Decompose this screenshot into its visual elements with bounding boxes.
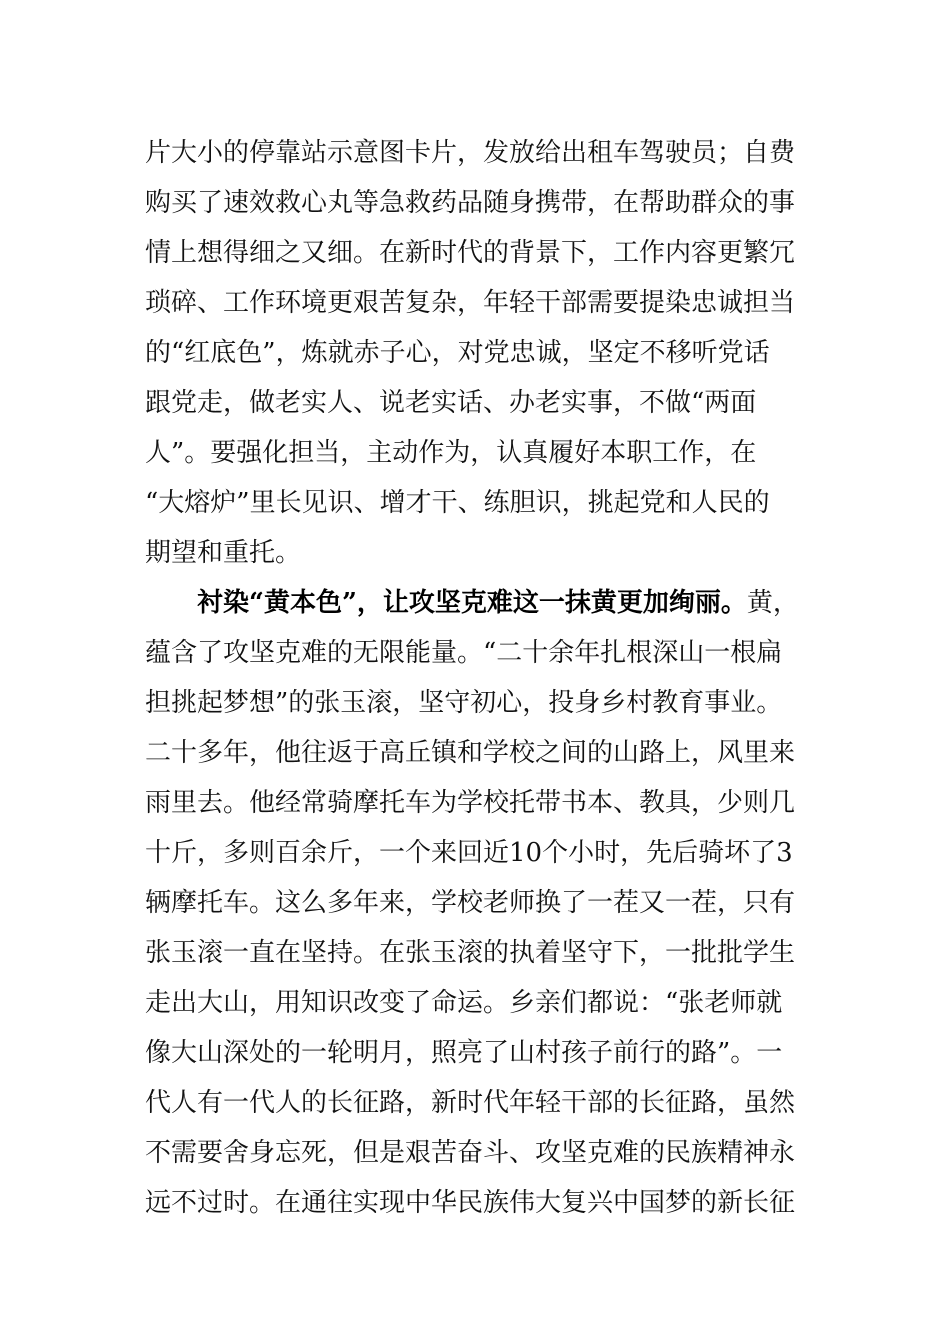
text-line: 不需要舍身忘死，但是艰苦奋斗、攻坚克难的民族精神永 <box>145 1138 796 1168</box>
text-line: 琐碎、工作环境更艰苦复杂，年轻干部需要提染忠诚担当 <box>145 288 796 318</box>
text-fragment: 黄， <box>746 588 799 618</box>
text-line: 雨里去。他经常骑摩托车为学校托带书本、教具，少则几 <box>145 788 796 818</box>
text-line: 人”。要强化担当，主动作为，认真履好本职工作，在 <box>145 438 757 468</box>
text-line: 的“红底色”，炼就赤子心，对党忠诚，坚定不移听党话 <box>145 338 770 368</box>
text-line: 十斤，多则百余斤，一个来回近10个小时，先后骑坏了3 <box>145 838 793 868</box>
text-line: 购买了速效救心丸等急救药品随身携带，在帮助群众的事 <box>145 188 796 218</box>
text-line: 辆摩托车。这么多年来，学校老师换了一茬又一茬，只有 <box>145 888 796 918</box>
text-line: 情上想得细之又细。在新时代的背景下，工作内容更繁冗 <box>145 238 796 268</box>
text-line: 远不过时。在通往实现中华民族伟大复兴中国梦的新长征 <box>145 1188 796 1218</box>
text-line: 代人有一代人的长征路，新时代年轻干部的长征路，虽然 <box>145 1088 796 1118</box>
text-line: “大熔炉”里长见识、增才干、练胆识，挑起党和人民的 <box>145 488 770 518</box>
paragraph-heading: 衬染“黄本色”，让攻坚克难这一抹黄更加绚丽。 <box>197 588 747 618</box>
text-line: 走出大山，用知识改变了命运。乡亲们都说：“张老师就 <box>145 988 783 1018</box>
paragraph-first-line <box>145 578 857 628</box>
text-line: 张玉滚一直在坚持。在张玉滚的执着坚守下，一批批学生 <box>145 938 796 968</box>
text-line: 跟党走，做老实人、说老实话、办老实事，不做“两面 <box>145 388 757 418</box>
text-line: 像大山深处的一轮明月，照亮了山村孩子前行的路”。一 <box>145 1038 783 1068</box>
text-line: 担挑起梦想”的张玉滚，坚守初心，投身乡村教育事业。 <box>145 688 783 718</box>
text-line: 片大小的停靠站示意图卡片，发放给出租车驾驶员；自费 <box>145 138 796 168</box>
text-line: 二十多年，他往返于高丘镇和学校之间的山路上，风里来 <box>145 738 796 768</box>
text-line: 期望和重托。 <box>145 538 302 568</box>
text-line: 蕴含了攻坚克难的无限能量。“二十余年扎根深山一根扁 <box>145 638 783 668</box>
